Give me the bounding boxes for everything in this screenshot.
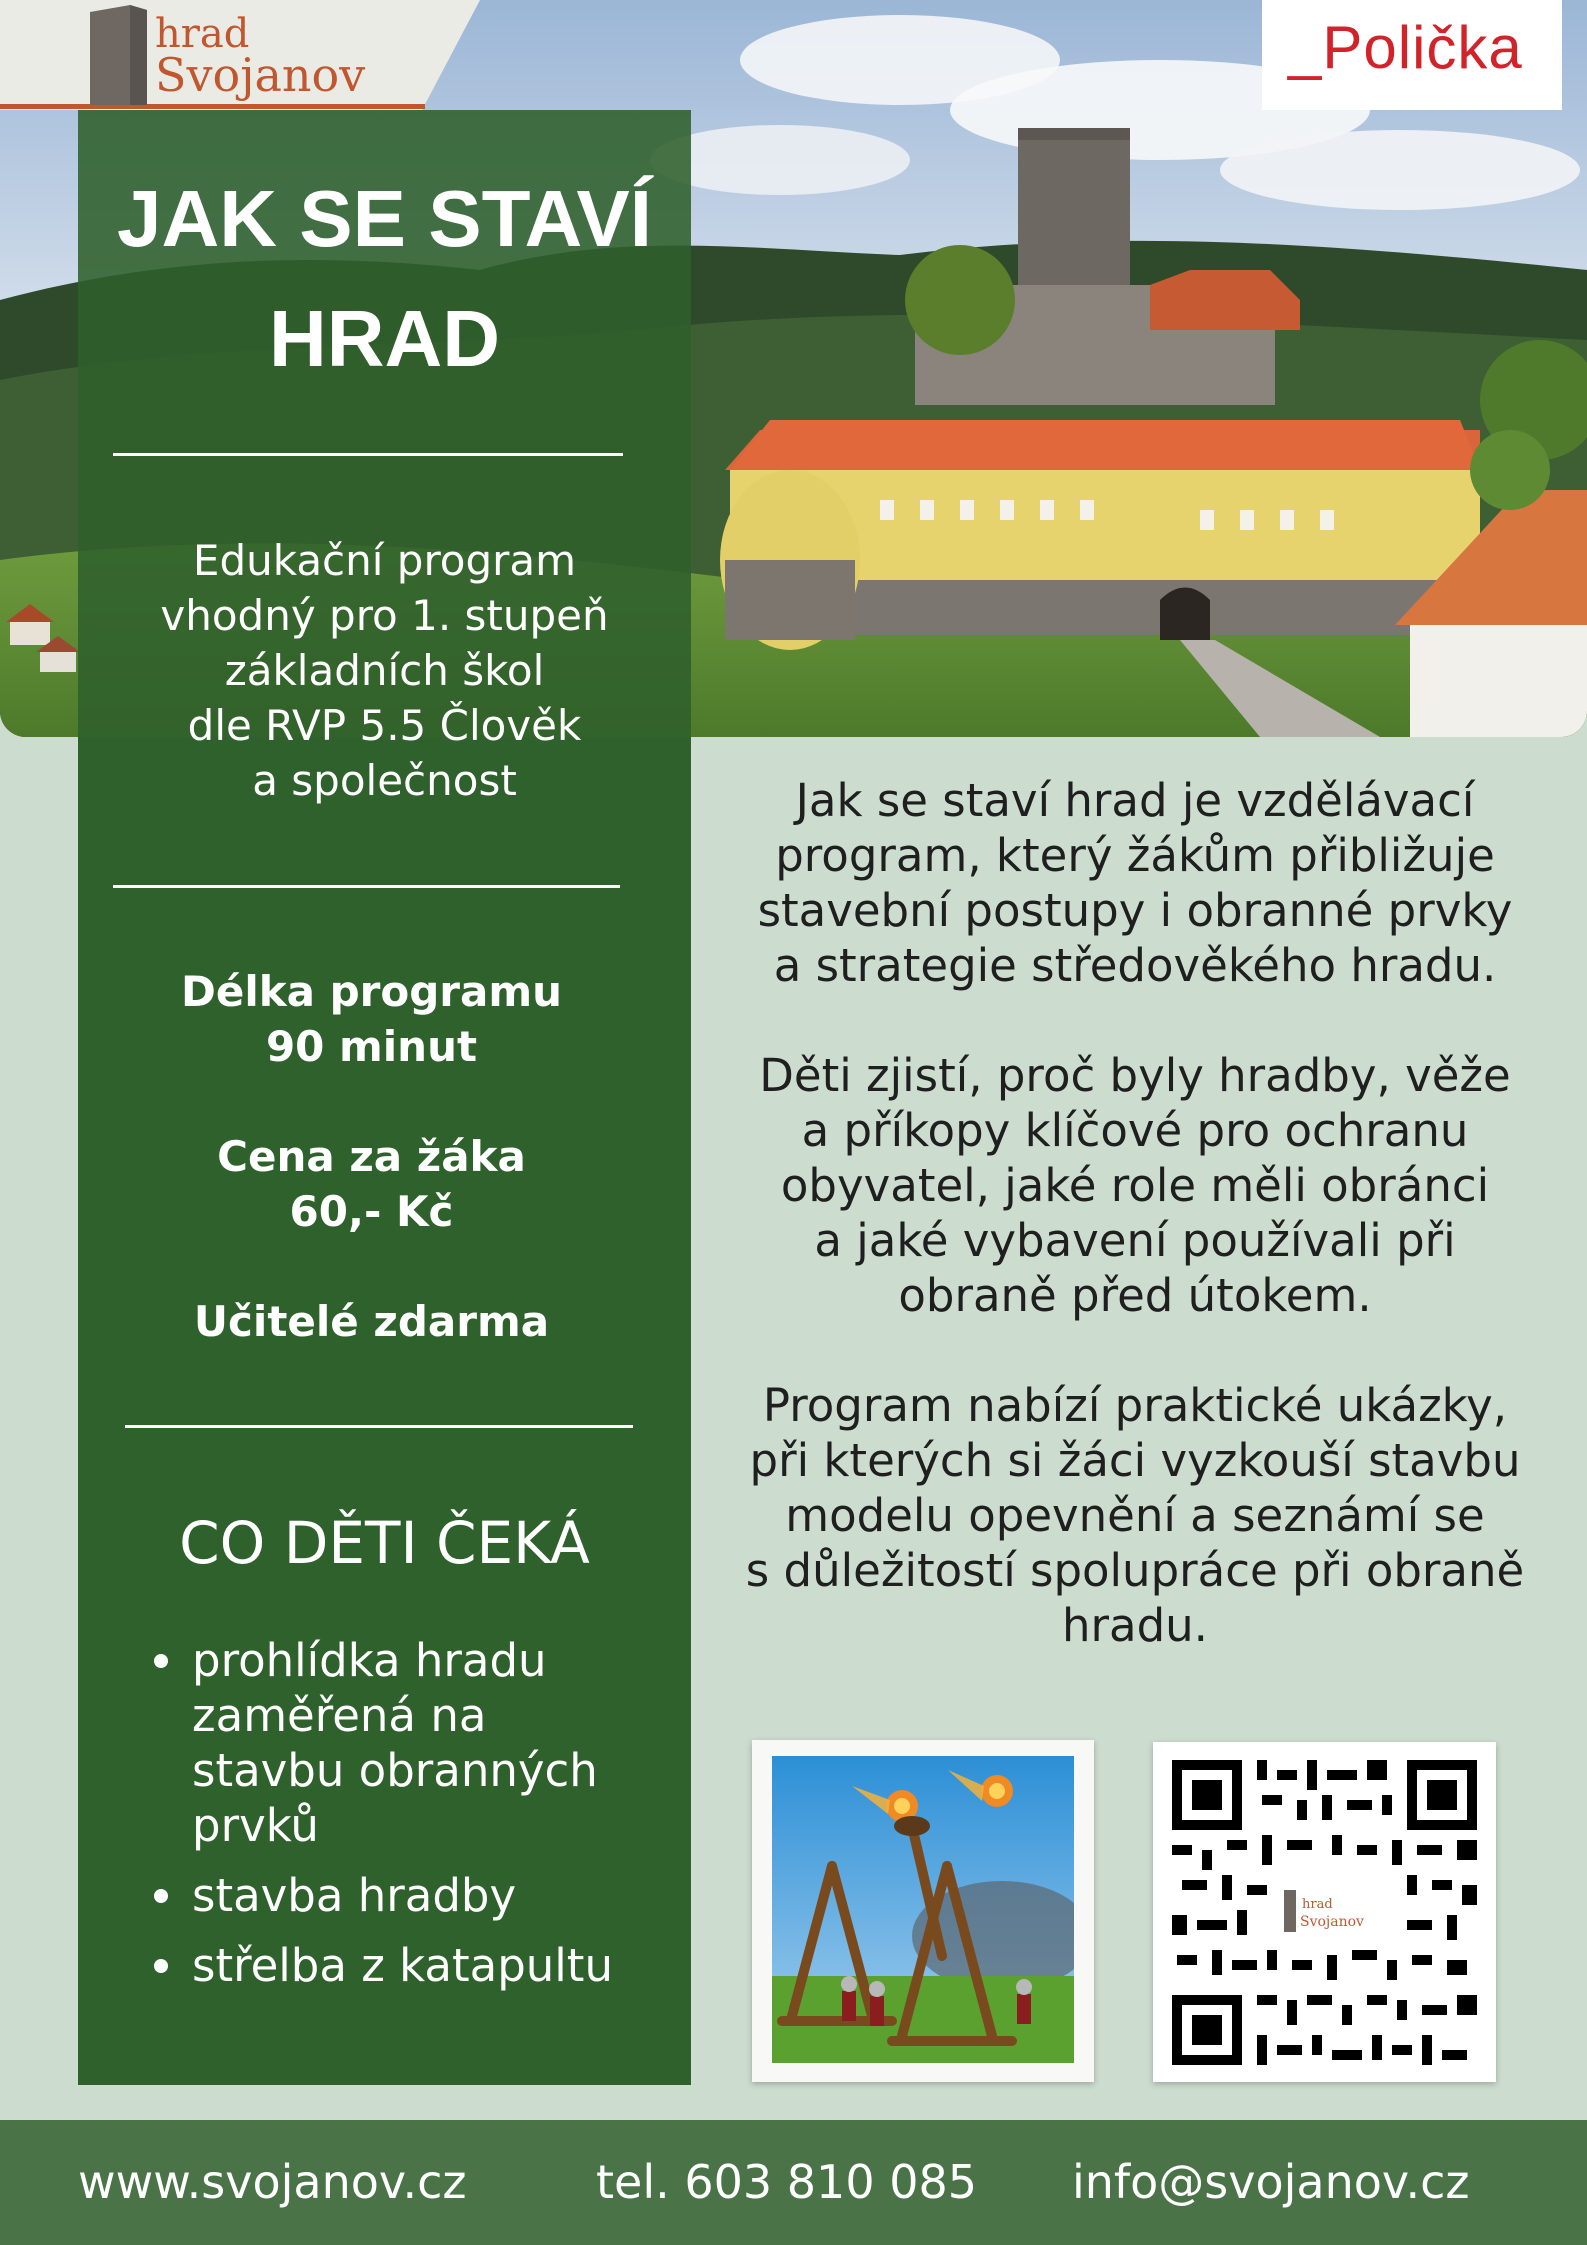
paragraph-line: Jak se staví hrad je vzdělávací [795,774,1475,827]
duration-value: 90 minut [265,1022,478,1071]
paragraph-line: obraně před útokem. [898,1269,1372,1322]
price-value: 60,- Kč [289,1187,454,1236]
list-item-line: stavba hradby [192,1869,517,1922]
paragraph-line: obyvatel, jaké role měli obránci [780,1159,1490,1212]
intro-text [78,533,691,808]
paragraph-line: a strategie středověkého hradu. [773,939,1497,992]
list-item [148,1633,668,1853]
intro-line: základních škol [224,646,545,695]
duration-label: Délka programu [180,967,563,1016]
activity-list [148,1633,668,2008]
qr-logo-text: Svojanov [1300,1914,1364,1930]
logo-line-hrad: hrad [155,11,250,57]
program-description [700,773,1570,1708]
paragraph-line: Děti zjistí, proč byly hradby, věže [759,1049,1511,1102]
footer-email-link[interactable]: info@svojanov.cz [1072,2155,1470,2209]
footer-website-link[interactable]: www.svojanov.cz [78,2155,467,2209]
policka-logo [1262,0,1562,110]
logo-line-svojanov: Svojanov [155,48,366,102]
bullet-icon [154,1889,168,1903]
bullet-icon [154,1959,168,1973]
paragraph-line: s důležitostí spolupráce při obraně [745,1544,1525,1597]
list-item-line: prohlídka hradu [192,1634,547,1687]
paragraph [700,1048,1570,1323]
paragraph-line: modelu opevnění a seznámí se [785,1489,1485,1542]
title-line-2: HRAD [268,294,501,383]
section-heading: CO DĚTI ČEKÁ [179,1509,590,1577]
teachers-free: Učitelé zdarma [193,1297,550,1346]
paragraph-line: program, který žákům přibližuje [775,829,1495,882]
divider [113,453,623,456]
paragraph-line: při kterých si žáci vyzkouší stavbu [749,1434,1521,1487]
paragraph [700,773,1570,993]
catapult-illustration [752,1740,1094,2082]
list-item [148,1868,668,1923]
paragraph-line: stavební postupy i obranné prvky [757,884,1513,937]
divider [113,885,620,888]
paragraph-line: a příkopy klíčové pro ochranu [801,1104,1469,1157]
list-item-line: prvků [192,1799,319,1852]
program-info [65,964,678,1349]
paragraph [700,1378,1570,1653]
list-item-line: stavbu obranných [192,1744,598,1797]
intro-line: dle RVP 5.5 Člověk [187,701,582,750]
svojanov-logo [0,0,480,110]
intro-line: Edukační program [192,536,577,585]
list-item [148,1938,668,1993]
title-line-1: JAK SE STAVÍ [117,174,652,263]
qr-logo-text: hrad [1302,1897,1333,1912]
bullet-icon [154,1654,168,1668]
qr-code [1153,1742,1496,2082]
paragraph-line: hradu. [1062,1599,1208,1652]
footer-phone[interactable]: tel. 603 810 085 [596,2155,978,2209]
list-item-line: střelba z katapultu [192,1939,613,1992]
paragraph-line: Program nabízí praktické ukázky, [762,1379,1508,1432]
price-label: Cena za žáka [217,1132,526,1181]
divider [125,1425,633,1428]
list-item-line: zaměřená na [192,1689,487,1742]
policka-logo-text: _Polička [1288,14,1523,81]
intro-line: a společnost [252,756,517,805]
intro-line: vhodný pro 1. stupeň [160,591,609,640]
paragraph-line: a jaké vybavení používali při [814,1214,1456,1267]
